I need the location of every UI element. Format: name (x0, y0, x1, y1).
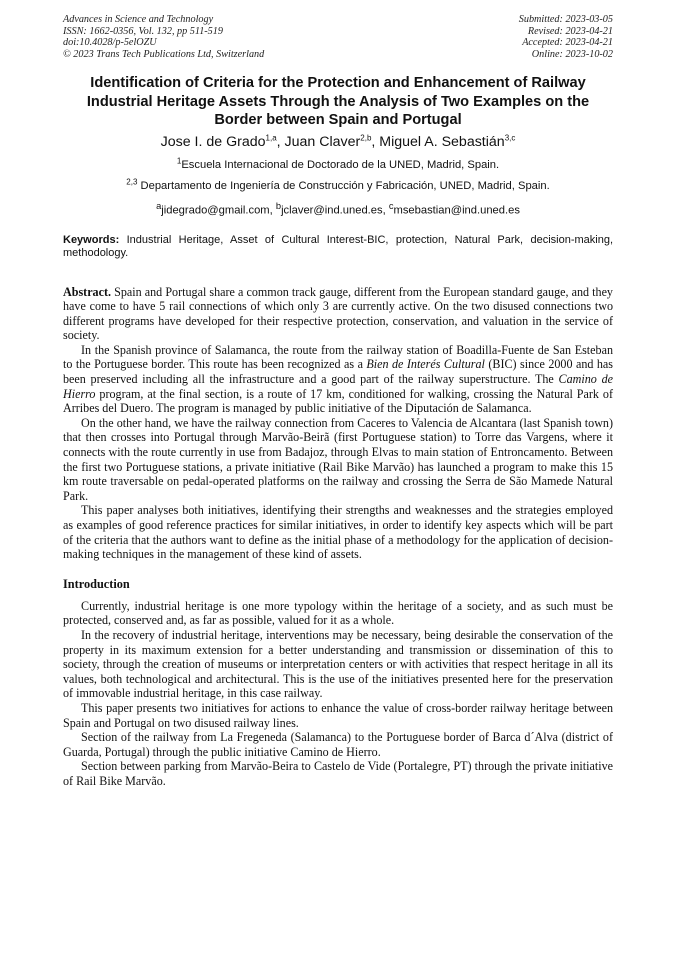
email-sup: b (275, 200, 282, 211)
abstract-paragraph: This paper analyses both initiatives, identifying their strengths and weaknesses and the strategies employed as examples of good reference practices for similar initiatives, in order to identify key aspects which will be part of the criteria that the authors want to define as the initial phase of a methodology for the application of decision-making techniques in the management of these kind of assets. (63, 503, 613, 562)
email-list: $^a$jidegrado@gmail.com, $^b$jclaver@ind.uned.es, $^c$msebastian@ind.uned.es (156, 200, 520, 217)
email-sup: a (156, 200, 162, 211)
online-date: Online: 2023-10-02 (531, 48, 613, 60)
body-paragraph: Section between parking from Marvão-Beira to Castelo de Vide (Portalegre, PT) through the private initiative of Rail Bike Marvão. (63, 759, 613, 788)
author-sup: 3,c (504, 133, 516, 143)
abstract-paragraph (63, 285, 613, 343)
abstract-paragraph: On the other hand, we have the railway connection from Caceres to Valencia de Alcantara (last Spanish town) that then crosses into Portugal through Marvão-Beirã (first Portuguese station) to Torre das Vargens, where it connects with the route currently in use from Badajoz, through Elvas to main station of Entroncamento. Between the first two Portuguese stations, a private initiative (Rail Bike Marvão) has launched a program to make this 15 km route traversable on pedal-operated platforms on the railway and crossing the Serra de São Mamede Natural Park. (63, 415, 613, 503)
introduction-body (63, 599, 613, 789)
affiliation-2 (63, 177, 613, 192)
revised-date: Revised: 2023-04-21 (527, 25, 613, 37)
publication-dates (519, 14, 613, 60)
body-paragraph: In the recovery of industrial heritage, interventions may be necessary, being desirable the conservation of the property in its maximum extension for a better understanding and transmission or dissemination of this to society, through the creation of museums or interpretation centers or with activities that respect heritage in all its values, both technological and architectural. This is the use of the initiatives presented here for the preservation of immovable industrial heritage, in this case railway. (63, 627, 613, 701)
abstract-text: Spain and Portugal share a common track gauge, different from the European standard gauge, and they have come to have 5 rail connections of which only 3 are currently active. On the two disused connections two different programs have developed for their respective protection, conservation, and valuation in the service of society. (63, 284, 613, 343)
keywords-label: Keywords: (63, 233, 120, 246)
body-paragraph: Section of the railway from La Fregeneda (Salamanca) to the Portuguese border of Barca d´Alva (district of Guarda, Portugal) through the public initiative Camino de Hierro. (63, 730, 613, 759)
affiliation-sup: 1 (176, 156, 182, 166)
email-address[interactable]: jclaver@ind.uned.es (281, 204, 383, 217)
author-name: Miguel A. Sebastián (379, 133, 505, 150)
email-sup: c (388, 200, 394, 211)
affiliation-text: Departamento de Ingeniería de Construcción y Fabricación, UNED, Madrid, Spain. (140, 179, 550, 192)
keywords-text: Industrial Heritage, Asset of Cultural Interest-BIC, protection, Natural Park, decision-making, methodology. (63, 233, 613, 260)
body-paragraph: Currently, industrial heritage is one more typology within the heritage of a society, and as such must be protected, conserved and, as far as possible, valued for it as a whole. (63, 598, 613, 628)
author-list: Jose I. de Grado$^{1,a}$, Juan Claver$^{2,b}$, Miguel A. Sebastián$^{3,c}$ (160, 133, 516, 150)
abstract (63, 285, 613, 562)
text-run: program, at the final section, is a route of 17 km, conditioned for walking, crossing the Natural Park of Arribes del Duero. The program is managed by public initiative of the Diputación de Salamanca. (63, 386, 613, 416)
italic-term: Bien de Interés Cultural (366, 357, 485, 372)
publication-info (63, 14, 264, 60)
author-name: Jose I. de Grado (160, 133, 266, 150)
text-run: (BIC) since 2000 and has been preserved including all the infrastructure and a good part of the railway superstructure. The (63, 357, 613, 387)
paper-title: Identification of Criteria for the Protection and Enhancement of Railway Industrial Heritage Assets Through the Analysis of Two Examples on the Border between Spain and Portugal (86, 75, 590, 129)
email-address[interactable]: msebastian@ind.uned.es (393, 204, 520, 217)
doi: doi:10.4028/p-5elOZU (63, 37, 157, 48)
copyright: © 2023 Trans Tech Publications Ltd, Switzerland (63, 48, 265, 60)
affiliation-text: Escuela Internacional de Doctorado de la UNED, Madrid, Spain. (181, 158, 500, 171)
submitted-date: Submitted: 2023-03-05 (518, 14, 613, 25)
author-name: Juan Claver (284, 133, 361, 150)
email-address[interactable]: jidegrado@gmail.com (161, 204, 270, 217)
header-meta (63, 14, 613, 60)
author-sup: 1,a (265, 133, 277, 143)
text-run: In the Spanish province of Salamanca, the route from the railway station of Boadilla-Fuente de San Esteban to the Portuguese border. This route has been recognized as a (63, 342, 613, 372)
paper-page (63, 14, 613, 789)
italic-term: Camino de Hierro (63, 372, 613, 401)
abstract-paragraph (63, 343, 613, 416)
affiliation-sup: 2,3 (126, 177, 138, 187)
affiliation-1 (63, 156, 613, 171)
abstract-label: Abstract. (63, 284, 112, 299)
section-heading: Introduction (63, 576, 130, 591)
journal-name: Advances in Science and Technology (63, 14, 214, 25)
author-sup: 2,b (360, 133, 372, 143)
keywords (63, 234, 613, 261)
body-paragraph: This paper presents two initiatives for actions to enhance the value of cross-border railway heritage between Spain and Portugal on two disused railway lines. (63, 700, 613, 730)
issn: ISSN: 1662-0356, Vol. 132, pp 511-519 (63, 25, 223, 37)
accepted-date: Accepted: 2023-04-21 (522, 37, 613, 48)
